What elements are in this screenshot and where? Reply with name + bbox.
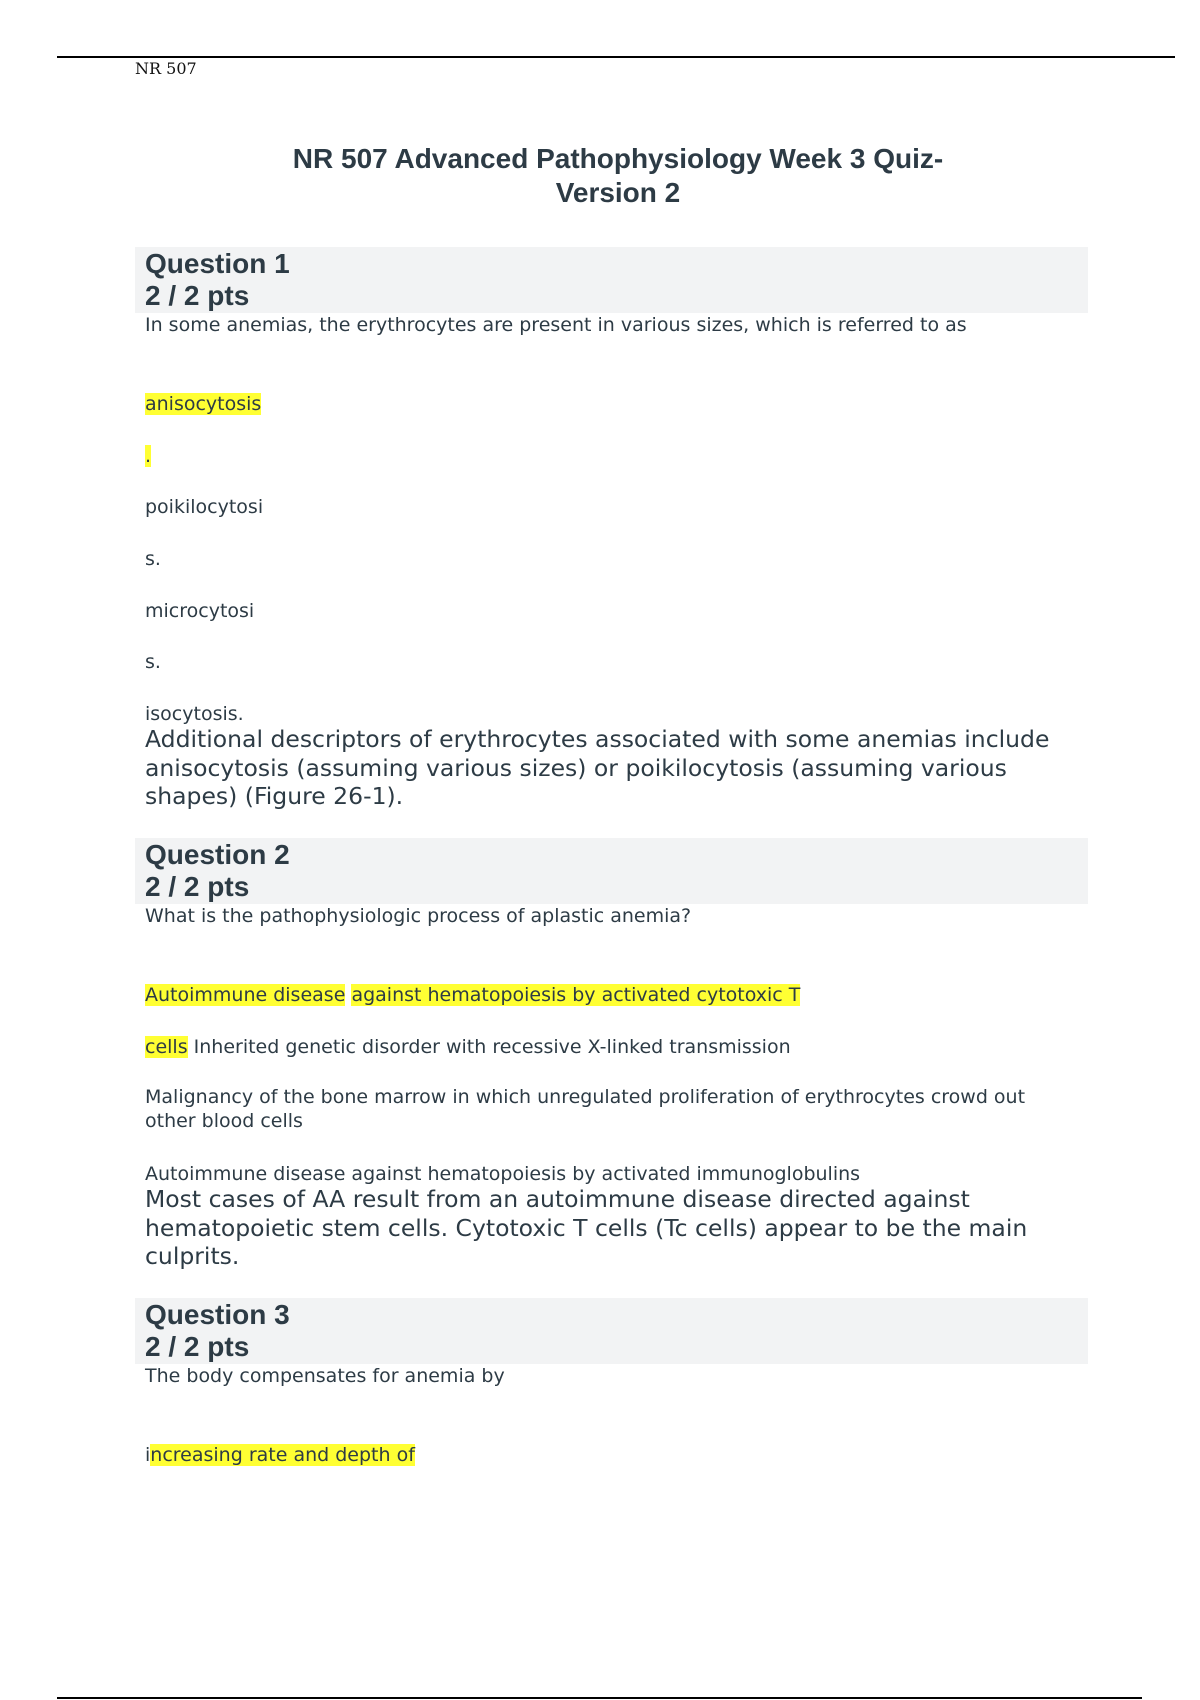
question-3-answer-correct [145, 1443, 415, 1467]
question-3-header [135, 1298, 1088, 1364]
question-1-answer-correct-period [145, 444, 151, 468]
answer-highlight: anisocytosis [145, 393, 262, 415]
question-1-answer-3-part-1: microcytosi [145, 600, 255, 622]
question-1-feedback: Additional descriptors of erythrocytes associated with some anemias include anisocytosis (assuming various sizes) or poikilocytosis (assuming various shapes) (Figure 26-1). [145, 725, 1050, 810]
question-3-prompt: The body compensates for anemia by [145, 1365, 505, 1387]
question-2-points: 2 / 2 pts [145, 871, 250, 902]
question-1-answer-2-part-1: poikilocytosi [145, 496, 264, 518]
answer-highlight: Autoimmune disease [145, 984, 346, 1006]
top-rule [57, 56, 1175, 58]
question-1-answer-correct [145, 392, 261, 416]
question-1-answer-4: isocytosis. [145, 703, 244, 725]
question-2-feedback: Most cases of AA result from an autoimmune disease directed against hematopoietic stem cells. Cytotoxic T cells (Tc cells) appear to be the main culprits. [145, 1185, 1028, 1270]
running-header: NR 507 [135, 59, 197, 78]
question-1-header [135, 247, 1088, 313]
page-title [180, 142, 1056, 210]
question-1-answer-2-part-2: s. [145, 548, 161, 570]
answer-highlight: ncreasing rate and depth of [150, 1444, 415, 1466]
page-title-line-1: NR 507 Advanced Pathophysiology Week 3 Quiz- [292, 143, 944, 174]
question-1-answer-3-part-2: s. [145, 651, 161, 673]
question-2-answer-4: Autoimmune disease against hematopoiesis by activated immunoglobulins [145, 1163, 861, 1185]
question-3-points: 2 / 2 pts [145, 1331, 250, 1362]
question-2-prompt: What is the pathophysiologic process of aplastic anemia? [145, 905, 692, 927]
answer-first-letter: i [145, 1444, 151, 1466]
page-title-line-2: Version 2 [555, 177, 681, 208]
question-1-prompt: In some anemias, the erythrocytes are present in various sizes, which is referred to as [145, 314, 967, 336]
answer-highlight: against hematopoiesis by activated cytotoxic T [351, 984, 801, 1006]
question-2-answer-3: Malignancy of the bone marrow in which unregulated proliferation of erythrocytes crowd out other blood cells [145, 1086, 1026, 1132]
question-1-title: Question 1 [145, 248, 290, 279]
question-2-title: Question 2 [145, 839, 290, 870]
question-2-answer-2: Inherited genetic disorder with recessive X-linked transmission [193, 1036, 791, 1058]
answer-highlight: . [145, 445, 152, 467]
bottom-rule [57, 1697, 1142, 1699]
question-1-points: 2 / 2 pts [145, 280, 250, 311]
question-2-header [135, 838, 1088, 904]
question-3-title: Question 3 [145, 1299, 290, 1330]
answer-highlight: cells [145, 1036, 188, 1058]
question-2-answer-correct-line-2 [145, 1035, 791, 1059]
question-2-answer-correct-line-1 [145, 983, 800, 1007]
